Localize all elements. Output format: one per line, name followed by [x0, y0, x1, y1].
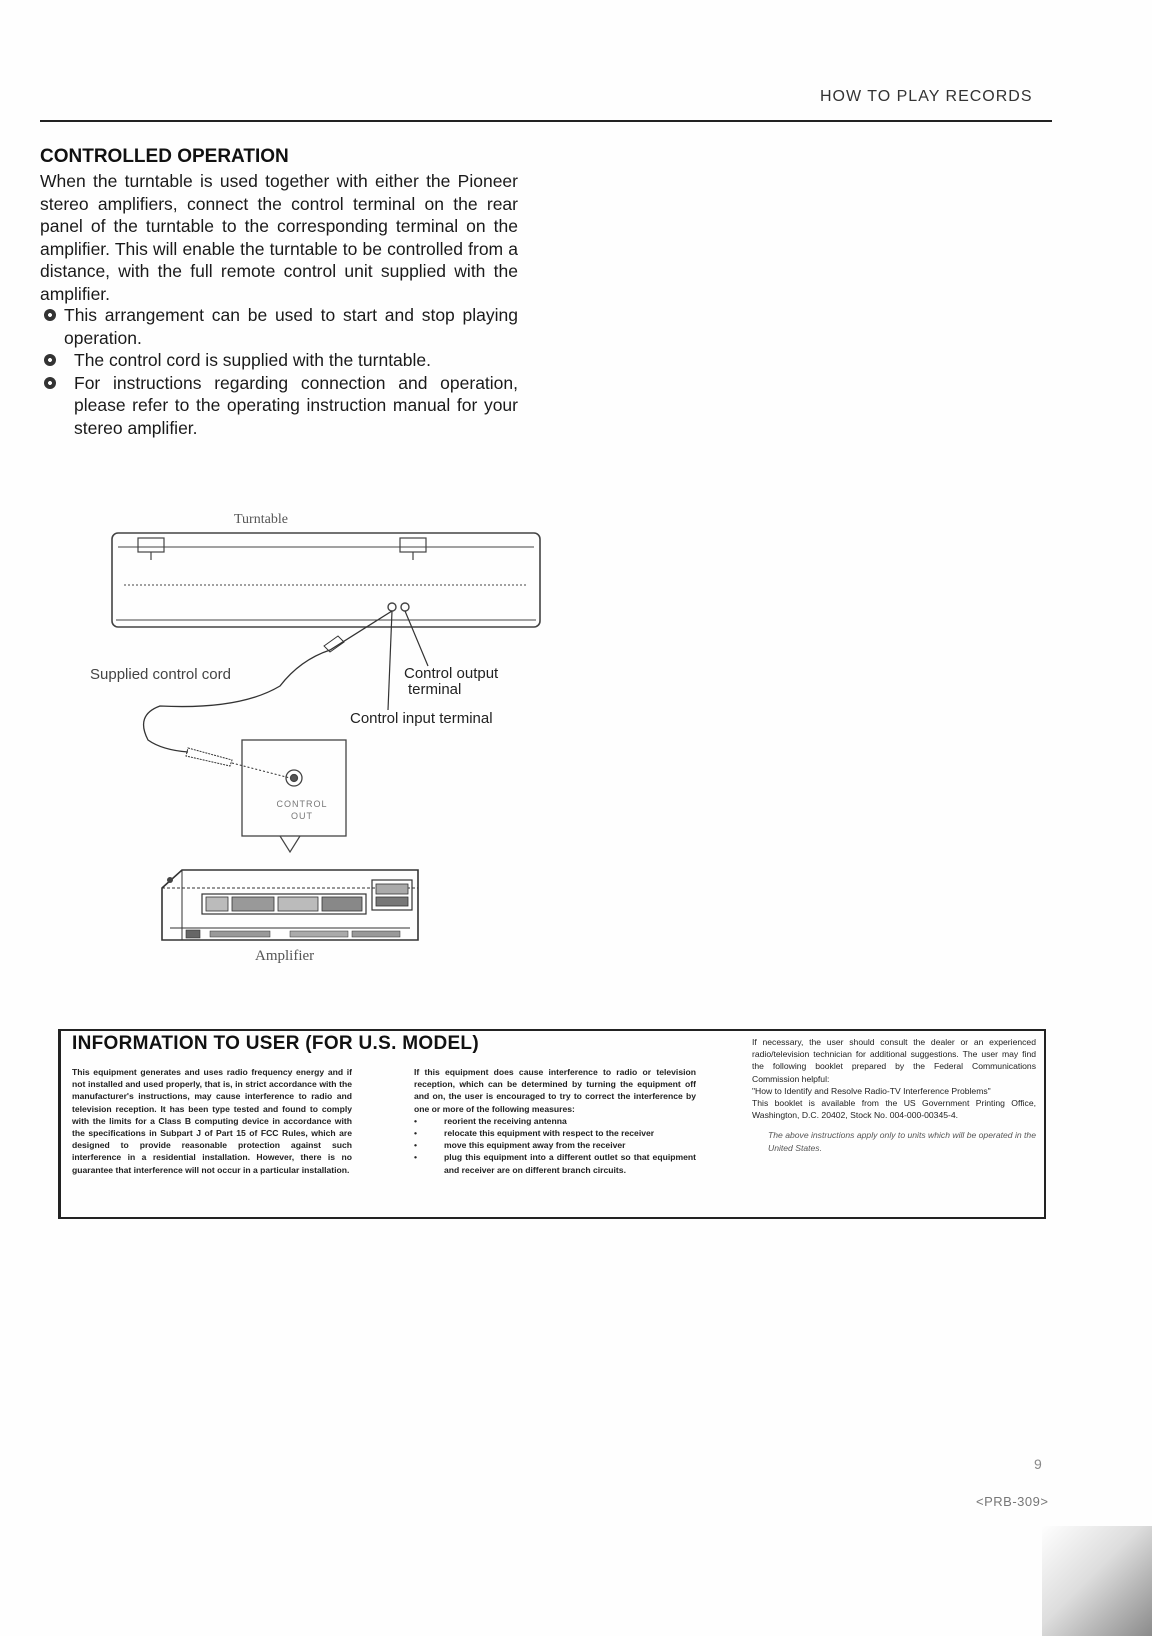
- scan-corner-shadow: [1042, 1526, 1152, 1636]
- fcc-column-1: This equipment generates and uses radio frequency energy and if not installed and used properly, that is, in strict accordance with the manufacturer's instructions, may cause interference to radio and television reception. It has been type tested and found to comply with the limits for a Class B computing device in accordance with the specifications in Subpart J of Part 15 of FCC Rules, which are designed to provide reasonable protection against such interference in a residential installation. However, there is no guarantee that interference will not occur in a particular installation.: [72, 1067, 352, 1175]
- fcc-measures-list: [414, 1115, 696, 1176]
- output-terminal-label: [404, 666, 498, 698]
- turntable-illustration: [112, 533, 540, 627]
- output-label-line1: Control output: [404, 665, 499, 682]
- fcc-col2-intro: If this equipment does cause interference to radio or television reception, which can be determined by turning the equipment off and on, the user is encouraged to try to correct the interference by one or more of the following measures:: [414, 1067, 696, 1114]
- cord-label: Supplied control cord: [90, 666, 231, 683]
- fcc-measure-item: • reorient the receiving antenna: [414, 1115, 696, 1127]
- amplifier-illustration: [162, 870, 418, 940]
- control-cord: [144, 611, 392, 778]
- fcc-title: INFORMATION TO USER (FOR U.S. MODEL): [72, 1033, 479, 1054]
- bullet-text: For instructions regarding connection and operation, please refer to the operating instruction manual for your stereo amplifier.: [74, 372, 518, 438]
- fcc-column-2: [414, 1066, 696, 1176]
- input-terminal-label: Control input terminal: [350, 710, 493, 727]
- control-out-panel: [242, 740, 346, 852]
- fcc-column-3: [752, 1036, 1036, 1154]
- control-out-line1: CONTROL: [276, 799, 328, 809]
- control-out-label: [266, 798, 338, 822]
- turntable-label: Turntable: [234, 512, 288, 527]
- fcc-col3-p1: If necessary, the user should consult the dealer or an experienced radio/television technician for additional suggestions. The user may find the following booklet prepared by the Federal Communications Commission helpful:: [752, 1037, 1036, 1084]
- page-number: 9: [1034, 1456, 1042, 1472]
- output-label-line2: terminal: [408, 681, 462, 698]
- bullet-text: The control cord is supplied with the turntable.: [74, 350, 431, 370]
- fcc-measure-item: • relocate this equipment with respect to the receiver: [414, 1127, 696, 1139]
- section-heading: CONTROLLED OPERATION: [40, 146, 289, 167]
- bullet-text: This arrangement can be used to start and stop playing operation.: [64, 305, 518, 348]
- fcc-col3-p3: This booklet is available from the US Government Printing Office, Washington, D.C. 20402, Stock No. 004-000-00345-4.: [752, 1098, 1036, 1121]
- fcc-measure-item: • plug this equipment into a different outlet so that equipment and receiver are on different branch circuits.: [414, 1151, 696, 1175]
- amplifier-label: Amplifier: [255, 948, 315, 964]
- model-code: <PRB-309>: [976, 1494, 1049, 1509]
- intro-paragraph: When the turntable is used together with either the Pioneer stereo amplifiers, connect the control terminal on the rear panel of the turntable to the corresponding terminal on the amplifier. This will enable the turntable to be controlled from a distance, with the full remote control unit supplied with the amplifier.: [40, 171, 518, 304]
- page-header-title: HOW TO PLAY RECORDS: [820, 88, 1033, 105]
- fcc-col3-note: The above instructions apply only to units which will be operated in the United States.: [768, 1130, 1036, 1153]
- control-out-line2: OUT: [291, 811, 313, 821]
- fcc-col3-p2: "How to Identify and Resolve Radio-TV Interference Problems": [752, 1085, 991, 1096]
- fcc-measure-item: • move this equipment away from the receiver: [414, 1139, 696, 1151]
